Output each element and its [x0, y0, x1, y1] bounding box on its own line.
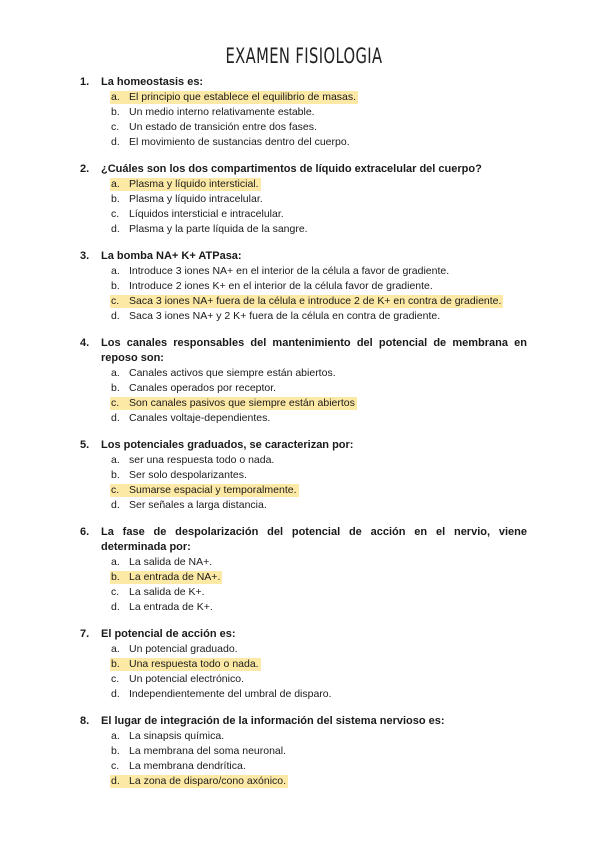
page-title: EXAMEN FISIOLOGIA: [225, 44, 383, 68]
question-text: La bomba NA+ K+ ATPasa:: [101, 250, 242, 262]
option-text: Plasma y líquido intracelular.: [129, 193, 263, 205]
option-text: Ser solo despolarizantes.: [129, 469, 247, 481]
answer-option: [0, 120, 600, 135]
option-text: La entrada de K+.: [129, 601, 213, 613]
answer-option-highlighted: [0, 90, 600, 105]
option-letter: c.: [111, 208, 120, 220]
option-text: Saca 3 iones NA+ fuera de la célula e introduce 2 de K+ en contra de gradiente.: [129, 295, 502, 307]
option-letter: d.: [111, 601, 120, 613]
question-text: El lugar de integración de la información del sistema nervioso es:: [101, 715, 445, 727]
answer-option: [0, 105, 600, 120]
question-text: Los canales responsables del mantenimiento del potencial de membrana en reposo son:: [101, 337, 527, 364]
option-letter: b.: [111, 193, 120, 205]
answer-option: [0, 135, 600, 150]
option-letter: c.: [111, 760, 120, 772]
answer-option: [0, 207, 600, 222]
option-text: Canales activos que siempre están abiertos.: [129, 367, 336, 379]
answer-option: [0, 264, 600, 279]
answer-option: [0, 642, 600, 657]
option-letter: a.: [111, 556, 120, 568]
option-letter: c.: [111, 295, 120, 307]
question-7: [0, 627, 600, 702]
answer-option: [0, 222, 600, 237]
option-text: La salida de K+.: [129, 586, 205, 598]
option-letter: c.: [111, 586, 120, 598]
option-list: [0, 90, 600, 150]
answer-option-highlighted: [0, 570, 600, 585]
option-letter: d.: [111, 499, 120, 511]
question-6: [0, 525, 600, 615]
question-8: [0, 714, 600, 789]
option-text: El movimiento de sustancias dentro del cuerpo.: [129, 136, 350, 148]
answer-option: [0, 279, 600, 294]
answer-option: [0, 759, 600, 774]
answer-option: [0, 453, 600, 468]
option-text: Un medio interno relativamente estable.: [129, 106, 315, 118]
option-list: [0, 729, 600, 789]
question-5: [0, 438, 600, 513]
question-number: 6.: [80, 526, 90, 538]
answer-option: [0, 381, 600, 396]
answer-option: [0, 585, 600, 600]
answer-option: [0, 309, 600, 324]
option-text: Un potencial electrónico.: [129, 673, 244, 685]
option-letter: a.: [111, 91, 120, 103]
question-2: [0, 162, 600, 237]
option-text: Independientemente del umbral de disparo.: [129, 688, 332, 700]
question-text: La homeostasis es:: [101, 76, 204, 88]
option-letter: d.: [111, 136, 120, 148]
option-text: Ser señales a larga distancia.: [129, 499, 267, 511]
option-text: Canales operados por receptor.: [129, 382, 277, 394]
question-3: [0, 249, 600, 324]
option-letter: d.: [111, 775, 120, 787]
question-list: [0, 75, 600, 801]
answer-option-highlighted: [0, 294, 600, 309]
question-text: Los potenciales graduados, se caracterizan por:: [101, 439, 354, 451]
option-text: Plasma y líquido intersticial.: [129, 178, 259, 190]
answer-option: [0, 468, 600, 483]
option-letter: c.: [111, 121, 120, 133]
option-list: [0, 366, 600, 426]
question-4: [0, 336, 600, 426]
option-letter: a.: [111, 454, 120, 466]
option-letter: a.: [111, 178, 120, 190]
option-text: ser una respuesta todo o nada.: [129, 454, 275, 466]
question-number: 4.: [80, 337, 90, 349]
question-number: 5.: [80, 439, 90, 451]
option-text: La entrada de NA+.: [129, 571, 221, 583]
option-letter: a.: [111, 367, 120, 379]
option-text: Un potencial graduado.: [129, 643, 238, 655]
answer-option: [0, 366, 600, 381]
option-text: Líquidos intersticial e intracelular.: [129, 208, 284, 220]
option-list: [0, 177, 600, 237]
option-text: Introduce 3 iones NA+ en el interior de la célula a favor de gradiente.: [129, 265, 450, 277]
option-text: Una respuesta todo o nada.: [129, 658, 259, 670]
option-letter: b.: [111, 469, 120, 481]
answer-option: [0, 687, 600, 702]
option-list: [0, 642, 600, 702]
answer-option-highlighted: [0, 657, 600, 672]
option-list: [0, 264, 600, 324]
question-text: El potencial de acción es:: [101, 628, 236, 640]
answer-option-highlighted: [0, 396, 600, 411]
option-text: La salida de NA+.: [129, 556, 213, 568]
answer-option-highlighted: [0, 177, 600, 192]
answer-option: [0, 672, 600, 687]
option-text: Sumarse espacial y temporalmente.: [129, 484, 297, 496]
answer-option: [0, 555, 600, 570]
option-letter: b.: [111, 106, 120, 118]
answer-option: [0, 744, 600, 759]
answer-option: [0, 600, 600, 615]
option-letter: b.: [111, 658, 120, 670]
question-number: 8.: [80, 715, 90, 727]
option-text: Son canales pasivos que siempre están abiertos: [129, 397, 355, 409]
question-number: 3.: [80, 250, 90, 262]
option-text: Canales voltaje-dependientes.: [129, 412, 271, 424]
option-letter: c.: [111, 673, 120, 685]
option-text: La sinapsis química.: [129, 730, 225, 742]
option-letter: b.: [111, 745, 120, 757]
option-text: La membrana dendrítica.: [129, 760, 246, 772]
question-number: 1.: [80, 76, 90, 88]
option-text: Saca 3 iones NA+ y 2 K+ fuera de la célula en contra de gradiente.: [129, 310, 441, 322]
option-letter: d.: [111, 223, 120, 235]
question-number: 2.: [80, 163, 90, 175]
option-text: Un estado de transición entre dos fases.: [129, 121, 317, 133]
option-letter: a.: [111, 643, 120, 655]
answer-option-highlighted: [0, 483, 600, 498]
option-letter: b.: [111, 382, 120, 394]
option-letter: c.: [111, 397, 120, 409]
option-text: La zona de disparo/cono axónico.: [129, 775, 287, 787]
question-text: La fase de despolarización del potencial de acción en el nervio, viene determinada por:: [101, 526, 527, 553]
option-text: El principio que establece el equilibrio de masas.: [129, 91, 357, 103]
answer-option: [0, 411, 600, 426]
question-1: [0, 75, 600, 150]
option-list: [0, 453, 600, 513]
answer-option: [0, 498, 600, 513]
answer-option: [0, 192, 600, 207]
option-letter: d.: [111, 688, 120, 700]
option-letter: c.: [111, 484, 120, 496]
option-text: Introduce 2 iones K+ en el interior de la célula favor de gradiente.: [129, 280, 433, 292]
option-letter: d.: [111, 310, 120, 322]
answer-option: [0, 729, 600, 744]
question-text: ¿Cuáles son los dos compartimentos de líquido extracelular del cuerpo?: [101, 163, 482, 175]
option-text: Plasma y la parte líquida de la sangre.: [129, 223, 308, 235]
option-text: La membrana del soma neuronal.: [129, 745, 287, 757]
option-list: [0, 555, 600, 615]
option-letter: a.: [111, 265, 120, 277]
option-letter: a.: [111, 730, 120, 742]
answer-option-highlighted: [0, 774, 600, 789]
option-letter: b.: [111, 571, 120, 583]
option-letter: d.: [111, 412, 120, 424]
option-letter: b.: [111, 280, 120, 292]
question-number: 7.: [80, 628, 90, 640]
